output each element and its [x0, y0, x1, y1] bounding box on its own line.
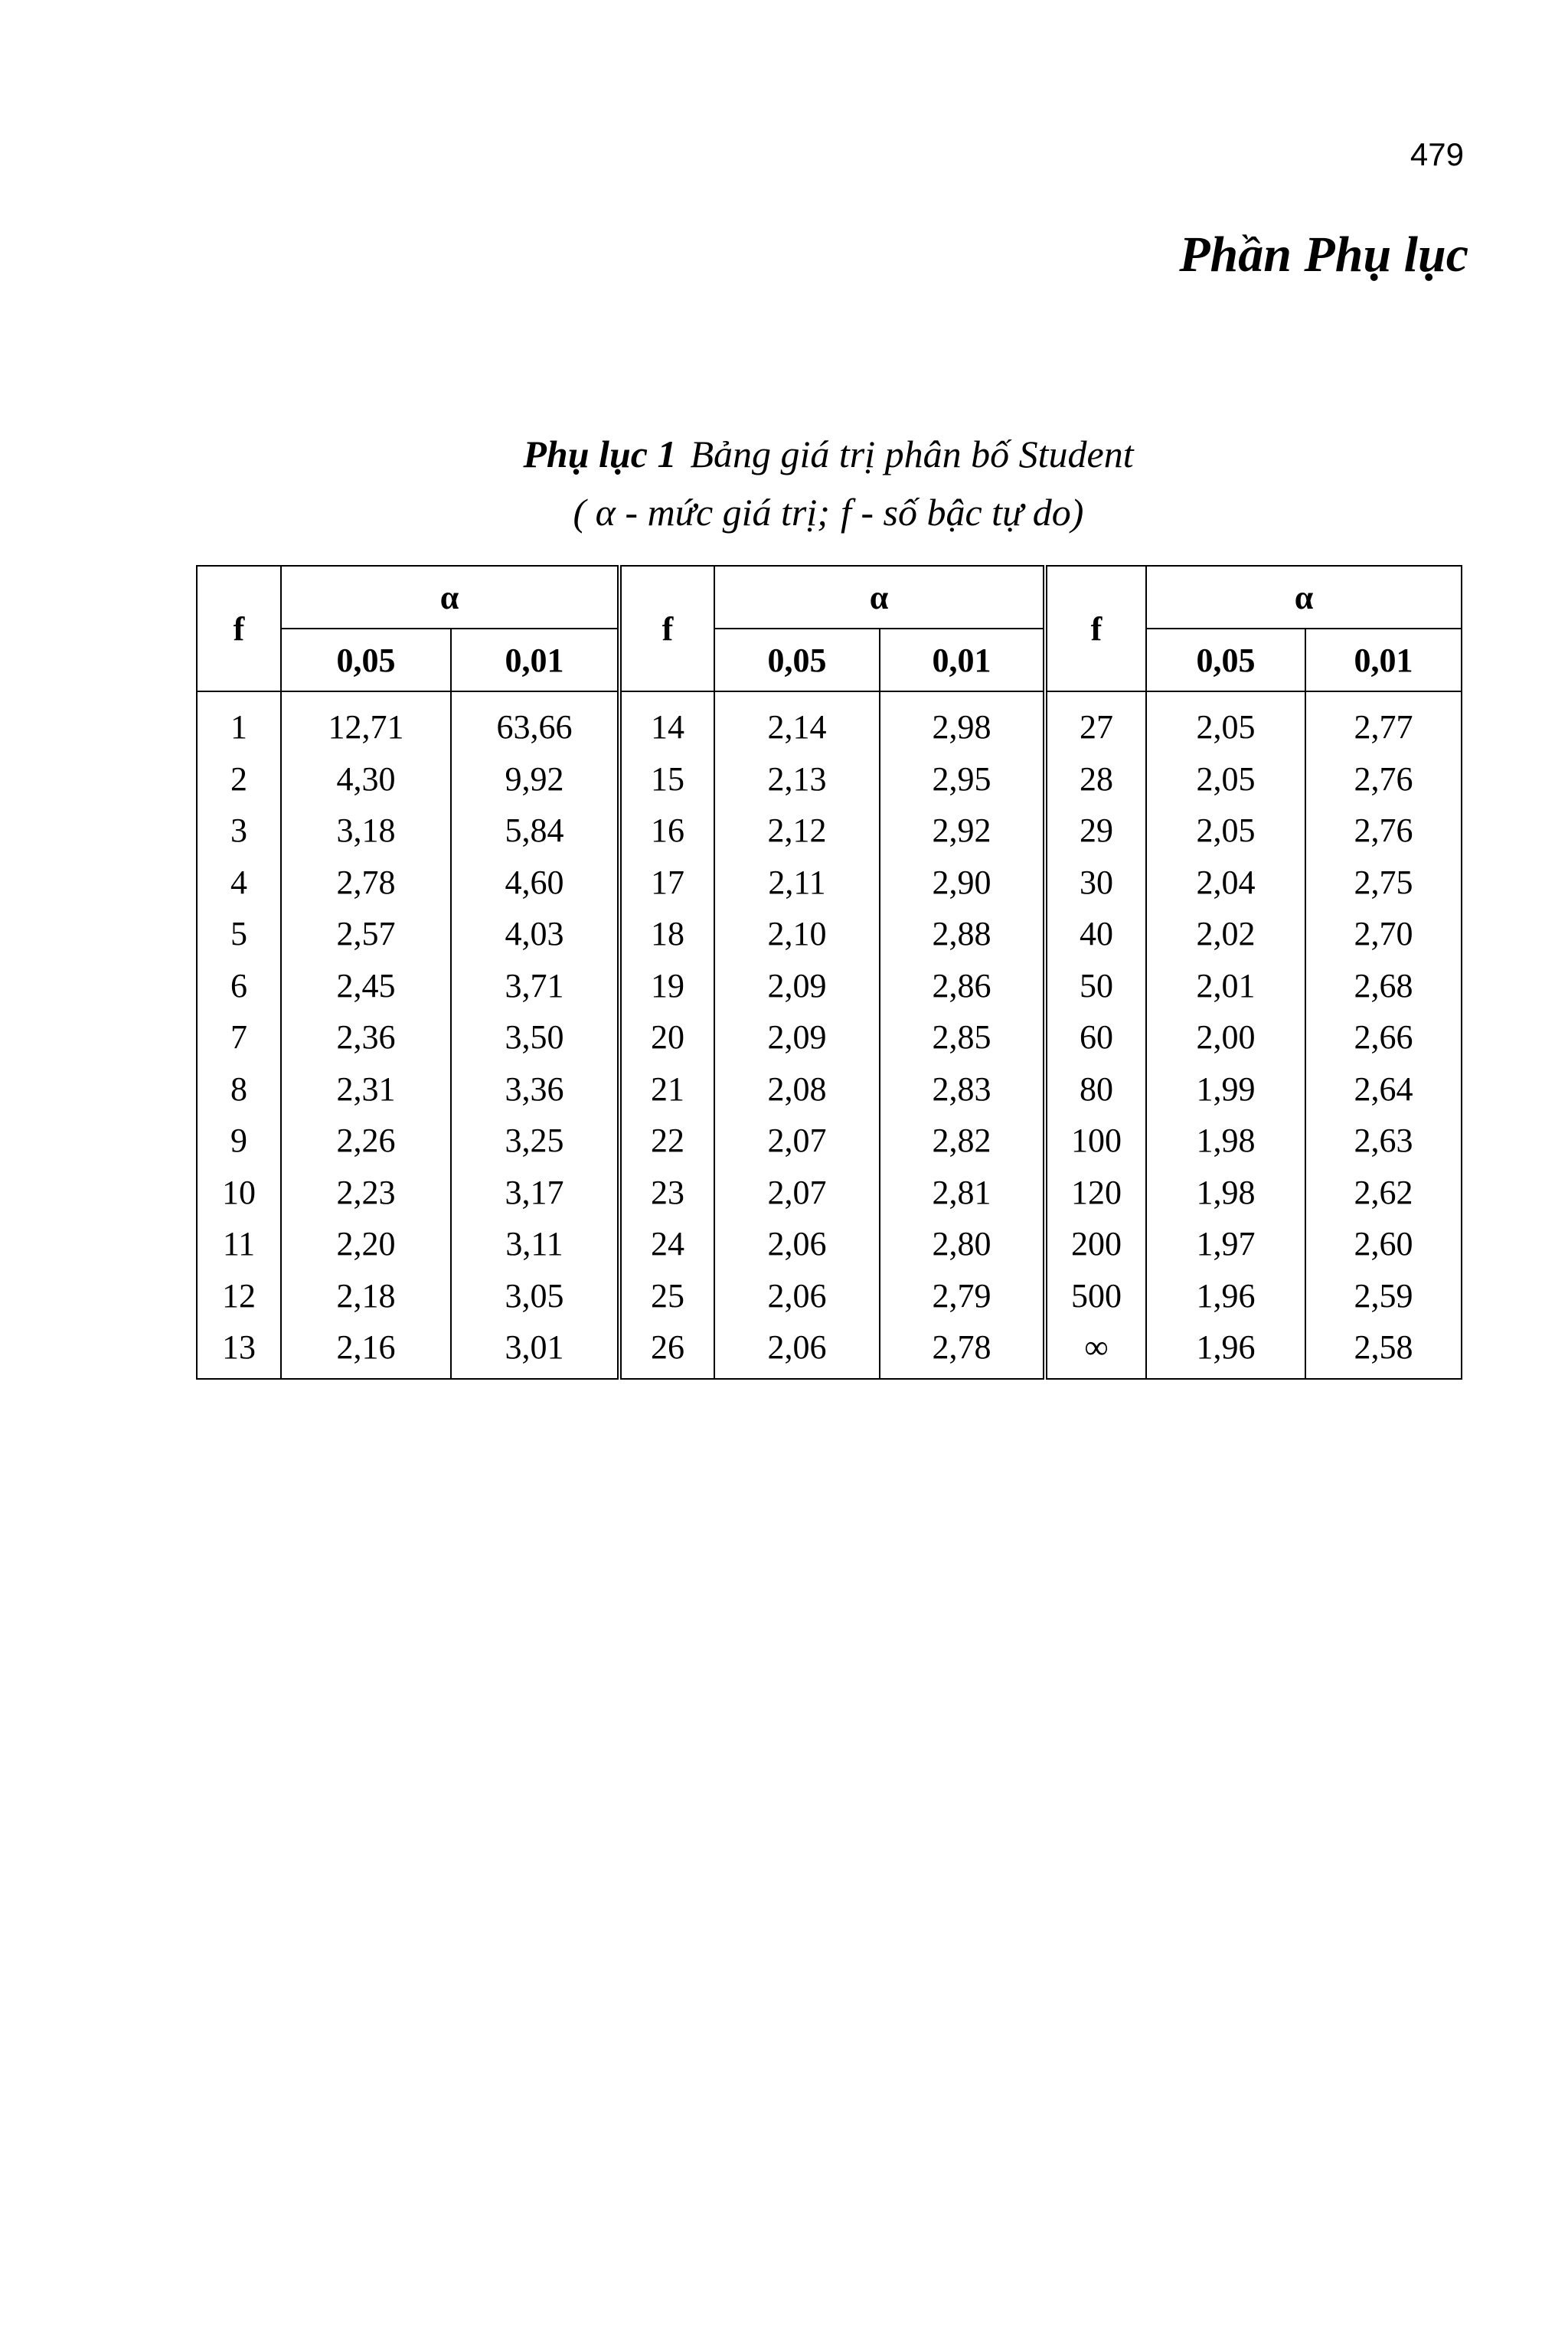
f-cell: 100 — [1045, 1115, 1146, 1167]
alpha-005-cell: 2,45 — [281, 960, 451, 1012]
alpha-001-cell: 2,78 — [880, 1321, 1045, 1379]
table-row — [197, 960, 1462, 1012]
f-cell: 14 — [619, 691, 714, 753]
f-cell: 10 — [197, 1167, 281, 1219]
alpha-005-header: 0,05 — [281, 629, 451, 691]
table-row — [197, 1167, 1462, 1219]
alpha-005-cell: 2,57 — [281, 908, 451, 960]
alpha-001-cell: 3,71 — [451, 960, 619, 1012]
alpha-005-cell: 2,13 — [714, 753, 880, 805]
alpha-001-cell: 2,70 — [1305, 908, 1462, 960]
alpha-005-cell: 2,12 — [714, 805, 880, 857]
f-cell: 1 — [197, 691, 281, 753]
alpha-005-cell: 2,05 — [1146, 753, 1305, 805]
alpha-001-cell: 2,62 — [1305, 1167, 1462, 1219]
alpha-001-cell: 3,11 — [451, 1218, 619, 1270]
alpha-005-cell: 2,04 — [1146, 857, 1305, 909]
f-cell: 12 — [197, 1270, 281, 1322]
table-body — [197, 691, 1462, 1379]
alpha-header: α — [281, 566, 619, 629]
alpha-005-cell: 2,20 — [281, 1218, 451, 1270]
f-cell: 28 — [1045, 753, 1146, 805]
alpha-001-cell: 3,05 — [451, 1270, 619, 1322]
alpha-005-cell: 2,06 — [714, 1270, 880, 1322]
table-row — [197, 1011, 1462, 1063]
alpha-005-cell: 2,31 — [281, 1063, 451, 1116]
alpha-001-cell: 5,84 — [451, 805, 619, 857]
alpha-005-cell: 2,01 — [1146, 960, 1305, 1012]
f-cell: 120 — [1045, 1167, 1146, 1219]
alpha-005-cell: 2,06 — [714, 1218, 880, 1270]
table-caption — [196, 425, 1461, 541]
f-cell: 16 — [619, 805, 714, 857]
alpha-005-cell: 3,18 — [281, 805, 451, 857]
f-cell: 5 — [197, 908, 281, 960]
caption-subtitle-part2: f - số bậc tự do) — [840, 491, 1084, 534]
alpha-001-cell: 2,63 — [1305, 1115, 1462, 1167]
f-cell: 24 — [619, 1218, 714, 1270]
table-row — [197, 1115, 1462, 1167]
table-row — [197, 1218, 1462, 1270]
f-cell: 17 — [619, 857, 714, 909]
alpha-001-cell: 2,76 — [1305, 753, 1462, 805]
alpha-005-cell: 2,05 — [1146, 691, 1305, 753]
alpha-005-header: 0,05 — [714, 629, 880, 691]
alpha-001-cell: 2,88 — [880, 908, 1045, 960]
alpha-001-cell: 63,66 — [451, 691, 619, 753]
f-header: f — [197, 566, 281, 691]
alpha-001-cell: 2,76 — [1305, 805, 1462, 857]
alpha-001-cell: 2,80 — [880, 1218, 1045, 1270]
table-row — [197, 691, 1462, 753]
f-cell: 9 — [197, 1115, 281, 1167]
f-cell: 40 — [1045, 908, 1146, 960]
part-title: Phần Phụ lục — [1179, 227, 1468, 283]
alpha-005-cell: 2,14 — [714, 691, 880, 753]
caption-line-1 — [196, 425, 1461, 483]
alpha-005-cell: 2,00 — [1146, 1011, 1305, 1063]
alpha-001-cell: 4,60 — [451, 857, 619, 909]
alpha-005-cell: 1,96 — [1146, 1321, 1305, 1379]
alpha-001-cell: 2,86 — [880, 960, 1045, 1012]
alpha-001-cell: 3,50 — [451, 1011, 619, 1063]
f-cell: 60 — [1045, 1011, 1146, 1063]
alpha-005-cell: 2,09 — [714, 960, 880, 1012]
page-number: 479 — [1410, 136, 1464, 172]
alpha-001-cell: 2,59 — [1305, 1270, 1462, 1322]
f-cell: 200 — [1045, 1218, 1146, 1270]
caption-line-2 — [196, 483, 1461, 541]
student-distribution-table — [196, 565, 1462, 1380]
alpha-005-cell: 2,07 — [714, 1115, 880, 1167]
table-row — [197, 1063, 1462, 1116]
f-cell: 11 — [197, 1218, 281, 1270]
alpha-001-cell: 2,77 — [1305, 691, 1462, 753]
f-cell: 6 — [197, 960, 281, 1012]
alpha-001-cell: 2,83 — [880, 1063, 1045, 1116]
alpha-001-cell: 2,60 — [1305, 1218, 1462, 1270]
alpha-001-cell: 3,17 — [451, 1167, 619, 1219]
f-header: f — [619, 566, 714, 691]
alpha-001-cell: 2,66 — [1305, 1011, 1462, 1063]
alpha-005-cell: 12,71 — [281, 691, 451, 753]
alpha-005-cell: 2,05 — [1146, 805, 1305, 857]
header-row-levels — [197, 629, 1462, 691]
f-cell: 18 — [619, 908, 714, 960]
alpha-005-cell: 2,26 — [281, 1115, 451, 1167]
f-cell: 15 — [619, 753, 714, 805]
f-cell: 8 — [197, 1063, 281, 1116]
alpha-005-cell: 2,16 — [281, 1321, 451, 1379]
alpha-005-cell: 2,18 — [281, 1270, 451, 1322]
alpha-001-cell: 9,92 — [451, 753, 619, 805]
alpha-001-cell: 2,75 — [1305, 857, 1462, 909]
f-cell: 4 — [197, 857, 281, 909]
alpha-001-header: 0,01 — [880, 629, 1045, 691]
caption-label: Phụ lục 1 — [523, 433, 677, 475]
alpha-005-cell: 2,08 — [714, 1063, 880, 1116]
header-row-alpha — [197, 566, 1462, 629]
alpha-header: α — [714, 566, 1045, 629]
f-header: f — [1045, 566, 1146, 691]
f-cell: 21 — [619, 1063, 714, 1116]
table-row — [197, 753, 1462, 805]
alpha-005-cell: 2,36 — [281, 1011, 451, 1063]
alpha-001-cell: 2,64 — [1305, 1063, 1462, 1116]
alpha-005-cell: 2,06 — [714, 1321, 880, 1379]
alpha-001-cell: 2,92 — [880, 805, 1045, 857]
alpha-001-cell: 2,81 — [880, 1167, 1045, 1219]
table-row — [197, 908, 1462, 960]
table-row — [197, 857, 1462, 909]
f-cell: 3 — [197, 805, 281, 857]
alpha-001-cell: 3,36 — [451, 1063, 619, 1116]
f-cell: 20 — [619, 1011, 714, 1063]
alpha-header: α — [1146, 566, 1462, 629]
f-cell: 500 — [1045, 1270, 1146, 1322]
f-cell: 30 — [1045, 857, 1146, 909]
alpha-001-cell: 2,85 — [880, 1011, 1045, 1063]
caption-subtitle-part1: ( α - mức giá trị; — [573, 491, 830, 534]
alpha-001-cell: 2,79 — [880, 1270, 1045, 1322]
alpha-005-cell: 1,99 — [1146, 1063, 1305, 1116]
alpha-005-cell: 1,98 — [1146, 1167, 1305, 1219]
f-cell: 19 — [619, 960, 714, 1012]
alpha-005-header: 0,05 — [1146, 629, 1305, 691]
f-cell: 26 — [619, 1321, 714, 1379]
alpha-001-cell: 2,95 — [880, 753, 1045, 805]
f-cell: 23 — [619, 1167, 714, 1219]
table-row — [197, 1270, 1462, 1322]
f-cell: 2 — [197, 753, 281, 805]
alpha-001-header: 0,01 — [1305, 629, 1462, 691]
caption-title: Bảng giá trị phân bố Student — [690, 433, 1134, 475]
alpha-005-cell: 2,11 — [714, 857, 880, 909]
alpha-005-cell: 4,30 — [281, 753, 451, 805]
f-cell: 25 — [619, 1270, 714, 1322]
alpha-001-cell: 2,82 — [880, 1115, 1045, 1167]
table-row — [197, 1321, 1462, 1379]
f-cell: 13 — [197, 1321, 281, 1379]
f-cell: 80 — [1045, 1063, 1146, 1116]
alpha-005-cell: 2,23 — [281, 1167, 451, 1219]
alpha-001-cell: 2,68 — [1305, 960, 1462, 1012]
alpha-001-cell: 2,98 — [880, 691, 1045, 753]
f-cell: 50 — [1045, 960, 1146, 1012]
alpha-001-cell: 4,03 — [451, 908, 619, 960]
alpha-005-cell: 1,97 — [1146, 1218, 1305, 1270]
alpha-005-cell: 2,07 — [714, 1167, 880, 1219]
alpha-001-cell: 3,25 — [451, 1115, 619, 1167]
f-cell: 22 — [619, 1115, 714, 1167]
f-cell: 29 — [1045, 805, 1146, 857]
alpha-001-cell: 3,01 — [451, 1321, 619, 1379]
alpha-005-cell: 2,09 — [714, 1011, 880, 1063]
alpha-005-cell: 1,96 — [1146, 1270, 1305, 1322]
f-cell: 7 — [197, 1011, 281, 1063]
alpha-005-cell: 2,02 — [1146, 908, 1305, 960]
f-cell: ∞ — [1045, 1321, 1146, 1379]
alpha-001-cell: 2,90 — [880, 857, 1045, 909]
alpha-005-cell: 2,10 — [714, 908, 880, 960]
alpha-001-header: 0,01 — [451, 629, 619, 691]
f-cell: 27 — [1045, 691, 1146, 753]
alpha-005-cell: 2,78 — [281, 857, 451, 909]
alpha-001-cell: 2,58 — [1305, 1321, 1462, 1379]
alpha-005-cell: 1,98 — [1146, 1115, 1305, 1167]
table-row — [197, 805, 1462, 857]
